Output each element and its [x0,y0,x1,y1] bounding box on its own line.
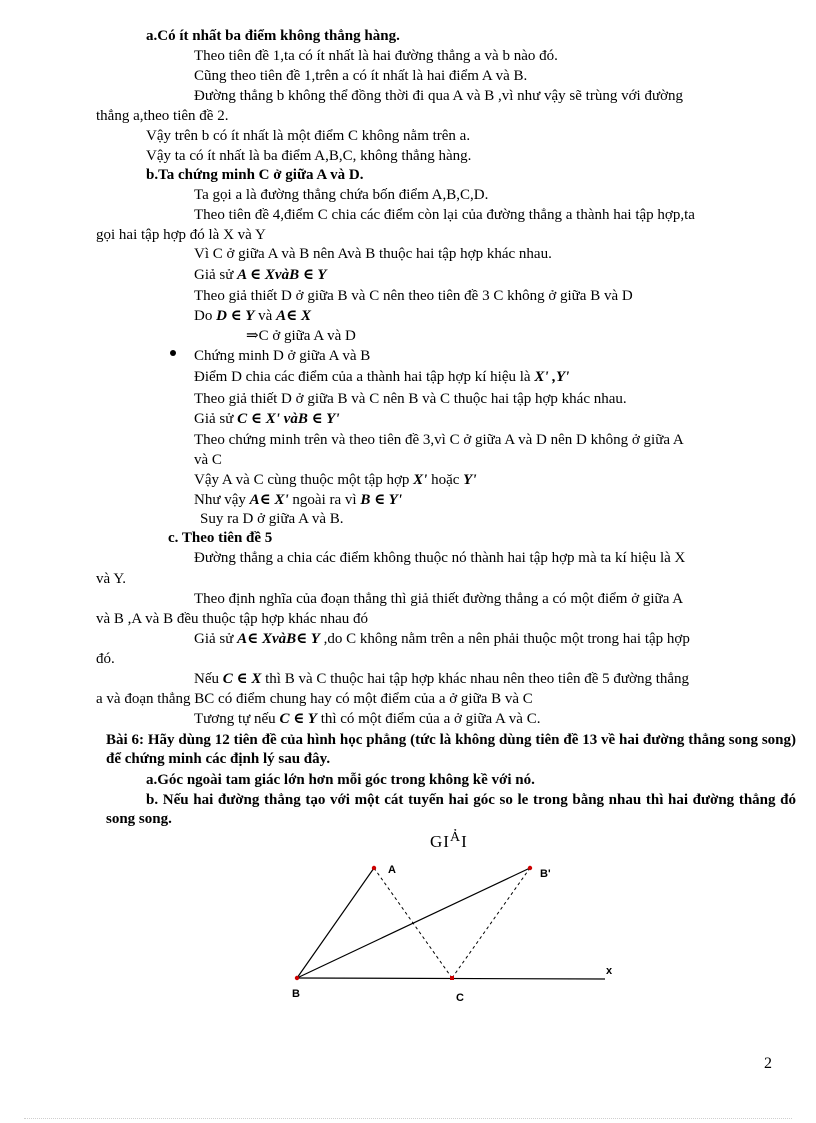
segment-ac-dashed [374,868,452,978]
text-line: Ta gọi a là đường thẳng chứa bốn điểm A,B,C,D. [194,187,489,203]
text-line: và Y. [96,571,126,587]
text-line: Vậy A và C cùng thuộc một tập hợp X' hoặc Y' [194,472,477,488]
text-line: Giả sử C ∈ X' vàB ∈ Y' [194,411,340,427]
math-expression: Y' [463,472,477,488]
text-line: Giả sử A∈ XvàB∈ Y ,do C không nằm trên a nên phải thuộc một trong hai tập hợp [194,631,690,647]
text-line: Đường thẳng b không thể đồng thời đi qua A và B ,vì như vậy sẽ trùng với đường [194,88,684,104]
text-line: Theo giả thiết D ở giữa B và C nên theo tiên đề 3 C không ở giữa B và D [194,288,633,304]
text-line: Vậy ta có ít nhất là ba điểm A,B,C, không thẳng hàng. [146,148,472,164]
label-x: x [606,965,613,977]
text-line: Suy ra D ở giữa A và B. [200,511,344,527]
label-a: A [388,864,396,876]
exercise-6-part-b: b. Nếu hai đường thẳng tạo với một cát tuyến hai góc so le trong bằng nhau thì hai đường thẳng đó song song. [106,792,796,827]
label-b-prime: B' [540,868,551,880]
text-line: Điểm D chia các điểm của a thành hai tập hợp kí hiệu là X' ,Y' [194,369,570,385]
text-line: Như vậy A∈ X' ngoài ra vì B ∈ Y' [194,492,402,508]
segment-cb-prime-dashed [452,868,530,978]
text-line: Giả sử A ∈ XvàB ∈ Y [194,267,327,283]
text-line: Theo tiên đề 1,ta có ít nhất là hai đường thẳng a và b nào đó. [194,48,558,64]
math-expression: B ∈ Y' [360,492,402,508]
label-c: C [456,992,464,1004]
figure-title: $GI^ẢI$ [430,830,468,851]
text-line: Theo tiên đề 4,điểm C chia các điểm còn lại của đường thẳng a thành hai tập hợp,ta [194,207,695,223]
text-line: và B ,A và B đều thuộc tập hợp khác nhau đó [96,611,369,627]
page-divider [24,1118,792,1119]
math-expression: D ∈ Y [216,308,255,324]
text-line: gọi hai tập hợp đó là X và Y [96,227,266,243]
math-expression: A∈ X [276,308,311,324]
text-line: Cũng theo tiên đề 1,trên a có ít nhất là hai điểm A và B. [194,68,528,84]
segment-ba [297,868,374,978]
text-line: Vậy trên b có ít nhất là một điểm C không nằm trên a. [146,128,471,144]
text-line: a và đoạn thẳng BC có điểm chung hay có một điểm của a ở giữa B và C [96,691,533,707]
math-expression: A∈ X' [249,492,289,508]
text-line: đó. [96,651,115,667]
text-line: Theo chứng minh trên và theo tiên đề 3,vì C ở giữa A và D nên D không ở giữa A [194,432,684,448]
point-a [372,866,376,870]
heading-part-c: c. Theo tiên đề 5 [168,530,273,546]
text-line: ⇒C ở giữa A và D [246,328,356,344]
math-expression: C ∈ X [222,671,262,687]
heading-part-b: b.Ta chứng minh C ở giữa A và D. [146,167,364,183]
point-b-prime [528,866,532,870]
point-b [295,976,299,980]
heading-part-a: a.Có ít nhất ba điểm không thẳng hàng. [146,28,400,44]
text-line: Vì C ở giữa A và B nên Avà B thuộc hai tập hợp khác nhau. [194,246,552,262]
math-expression: C ∈ X' vàB ∈ Y' [237,411,340,427]
math-expression: A∈ XvàB∈ Y [237,631,320,647]
text-line: Chứng minh D ở giữa A và B [194,348,371,364]
math-expression: X' [413,472,428,488]
text-line: Đường thẳng a chia các điểm không thuộc nó thành hai tập hợp mà ta kí hiệu là X [194,550,686,566]
exercise-6-part-a: a.Góc ngoài tam giác lớn hơn mỗi góc trong không kề với nó. [146,772,535,788]
page-number: 2 [764,1055,772,1072]
text-line: thẳng a,theo tiên đề 2. [96,108,229,124]
geometry-figure [280,855,620,1015]
point-c [450,976,454,980]
exercise-6-statement: Bài 6: Hãy dùng 12 tiên đề của hình học phẳng (tức là không dùng tiên đề 13 về hai đường thẳng song song) để chứng minh các định lý sau đây. [106,732,796,767]
bullet-icon [170,350,176,356]
text-line: Do D ∈ Y và A∈ X [194,308,311,324]
text-line: Theo định nghĩa của đoạn thẳng thì giả thiết đường thẳng a có một điểm ở giữa A [194,591,684,607]
text-line: Theo giả thiết D ở giữa B và C nên B và C thuộc hai tập hợp khác nhau. [194,391,627,407]
text-line: Nếu C ∈ X thì B và C thuộc hai tập hợp khác nhau nên theo tiên đề 5 đường thẳng [194,671,690,687]
math-expression: A ∈ XvàB ∈ Y [237,267,327,283]
math-expression: C ∈ Y [279,711,317,727]
text-line: Tương tự nếu C ∈ Y thì có một điểm của a ở giữa A và C. [194,711,541,727]
math-expression: X' ,Y' [534,369,570,385]
label-b: B [292,988,300,1000]
text-line: và C [194,452,222,468]
